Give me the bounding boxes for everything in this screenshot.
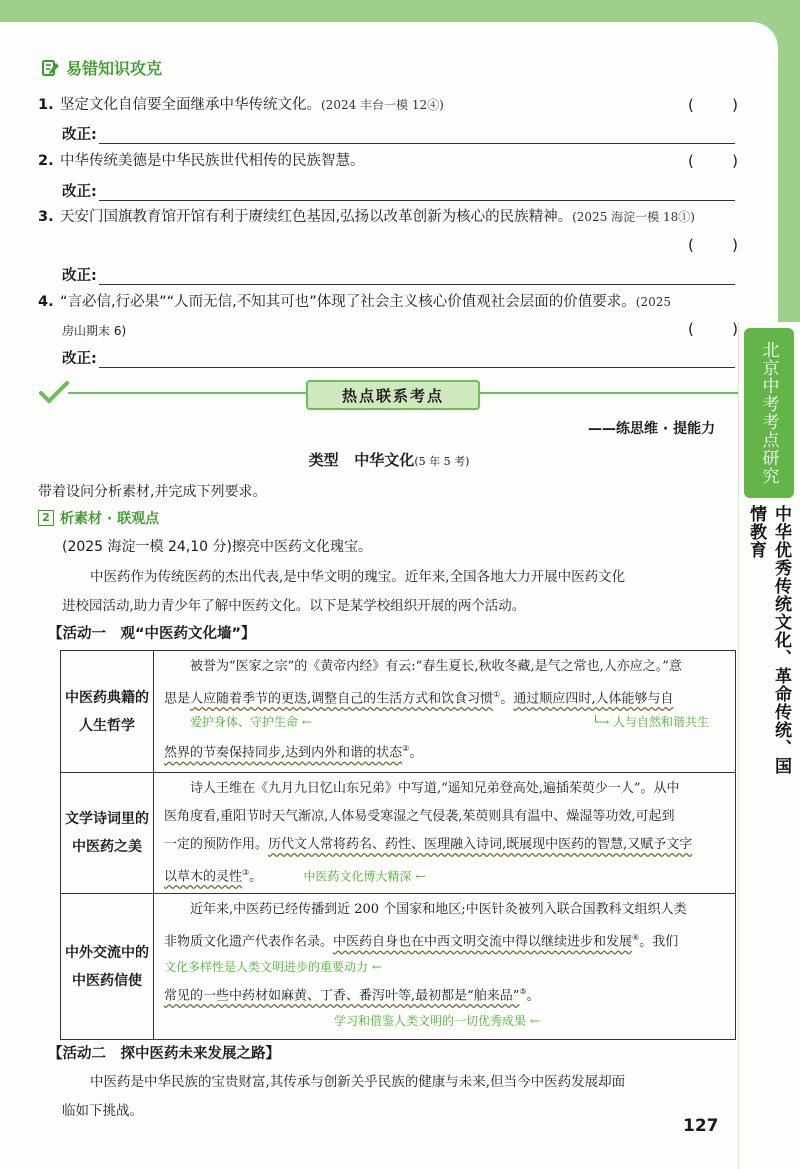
answer-parens[interactable]	[688, 96, 738, 114]
activity-1-title: 【活动一 观“中医药文化墙”】	[48, 626, 256, 642]
correction-row	[62, 123, 735, 144]
annotation-row	[164, 957, 729, 978]
correction-label: 改正:	[62, 351, 97, 367]
row-head: 中外交流中的中医药信使	[61, 894, 154, 1040]
underlined-text: 中医药自身也在中西文明交流中得以继续进步和发展	[333, 934, 633, 950]
table-row	[61, 773, 736, 894]
underlined-text: 然界的节奏保持同步,达到内外和谐的状态	[164, 745, 403, 761]
type-heading	[0, 449, 778, 470]
row-content	[154, 773, 736, 894]
page-number: 127	[683, 1116, 719, 1136]
underlined-text: 常见的一些中药材如麻黄、丁香、番泻叶等,最初都是“舶来品”	[164, 987, 520, 1003]
notebook-pencil-icon	[42, 59, 60, 77]
footnote-mark: ⑤	[519, 986, 527, 996]
activity-2-title: 【活动二 探中医药未来发展之路】	[48, 1046, 280, 1062]
question-4	[38, 292, 738, 312]
question-number: 1.	[38, 97, 54, 113]
type-name: 中华文化	[354, 451, 415, 469]
plain-text: 非物质文化遗产代表作名录。	[164, 934, 334, 950]
row-head: 文学诗词里的中医药之美	[61, 773, 154, 894]
annotation: 文化多样性是人类文明进步的重要动力 ←	[164, 959, 382, 974]
row-content	[154, 651, 736, 773]
underlined-text: 人应随着季节的更迭,调整自己的生活方式和饮食习惯	[190, 691, 494, 707]
hotspot-banner	[38, 380, 738, 406]
paren-close: )	[732, 152, 738, 170]
row-text: 医角度看,重阳节时天气渐凉,人体易受寒湿之气侵袭,茱萸则具有温中、燥湿等功效,可起到	[164, 809, 675, 824]
annotation-row	[164, 1010, 729, 1033]
subhead	[38, 508, 159, 528]
question-2	[38, 151, 365, 171]
underlined-text: 通过顺应四时,人体能够与自	[513, 691, 674, 707]
sidebar-tab-label: 北京中考考点研究	[758, 341, 779, 485]
row-content	[154, 894, 736, 1040]
underlined-text: 历代文人常将药名、药性、医理融入诗词,既展现中医药的智慧,又赋予文字	[268, 837, 693, 852]
question-number: 3.	[38, 209, 54, 225]
answer-parens[interactable]	[688, 236, 738, 254]
section-header	[42, 56, 162, 79]
question-source: (2025	[635, 295, 671, 309]
correction-row	[62, 264, 735, 285]
motto: ——练思维 · 提能力	[588, 421, 716, 437]
table-row	[61, 651, 736, 773]
type-note: (5 年 5 考)	[414, 455, 470, 468]
correction-line[interactable]	[99, 353, 735, 368]
row-text: 被誉为“医家之宗”的《黄帝内经》有云:“春生夏长,秋收冬藏,是气之常也,人亦应之。”意	[190, 659, 682, 674]
footnote-mark: ④	[632, 933, 640, 943]
paren-close: )	[732, 320, 738, 338]
annotation: 学习和借鉴人类文明的一切优秀成果 ←	[334, 1013, 540, 1028]
paren-open: (	[688, 320, 694, 338]
answer-parens[interactable]	[688, 152, 738, 170]
question-source: (2024 丰台一模 12④)	[321, 98, 444, 112]
correction-line[interactable]	[99, 186, 735, 201]
table-row	[61, 894, 736, 1040]
outro-line-1: 中医药是中华民族的宝贵财富,其传承与创新关乎民族的健康与未来,但当今中医药发展却面	[90, 1074, 626, 1090]
annotation: 中医药文化博大精深 ←	[303, 869, 426, 884]
question-1	[38, 95, 444, 115]
correction-row	[62, 180, 735, 201]
annotation-row	[164, 713, 729, 735]
type-label: 类型	[308, 451, 339, 469]
plain-text: 。	[526, 987, 540, 1003]
question-text: 坚定文化自信要全面继承中华传统文化。	[60, 97, 321, 113]
plain-text: 。	[249, 869, 263, 885]
paren-open: (	[688, 236, 694, 254]
row-text	[164, 978, 729, 1010]
correction-row	[62, 347, 735, 368]
check-icon	[38, 380, 70, 406]
correction-label: 改正:	[62, 184, 97, 200]
subhead-label: 析素材 · 联观点	[60, 511, 160, 527]
paren-open: (	[688, 96, 694, 114]
sidebar-chapter-label: 中华优秀传统文化、革命传统、国情教育	[746, 505, 791, 775]
question-text: 中华传统美德是中华民族世代相传的民族智慧。	[60, 153, 365, 169]
correction-label: 改正:	[62, 127, 97, 143]
annotation: └→ 人与自然和谐共生	[591, 715, 709, 730]
question-text: 天安门国旗教育馆开馆有利于赓续红色基因,弘扬以改革创新为核心的民族精神。	[60, 209, 573, 225]
paren-open: (	[688, 152, 694, 170]
correction-line[interactable]	[99, 270, 735, 285]
footnote-mark: ①	[493, 690, 501, 699]
row-text	[164, 831, 729, 859]
paren-close: )	[732, 96, 738, 114]
subhead-number: 2	[38, 510, 54, 526]
outro-line-2: 临如下挑战。	[62, 1103, 143, 1119]
row-text	[164, 681, 729, 713]
plain-text: 。	[409, 745, 423, 761]
paren-close: )	[732, 236, 738, 254]
question-number: 2.	[38, 153, 54, 169]
instruction: 带着设问分析素材,并完成下列要求。	[38, 484, 267, 500]
activity-table	[60, 650, 736, 1040]
row-text: 诗人王维在《九月九日忆山东兄弟》中写道,“遥知兄弟登高处,遍插茱萸少一人”。从中	[190, 781, 680, 796]
plain-text: 。	[500, 691, 514, 707]
correction-line[interactable]	[99, 129, 735, 144]
question-text: “言必信,行必果”“人而无信,不知其可也”体现了社会主义核心价值观社会层面的价值要求。	[60, 294, 636, 310]
question-number: 4.	[38, 294, 54, 310]
plain-text: 思是	[164, 691, 191, 707]
row-text	[164, 735, 729, 767]
section-title: 易错知识攻克	[66, 59, 163, 78]
plain-text: 一定的预防作用。	[164, 837, 269, 852]
underlined-text: 以草木的灵性	[164, 869, 243, 885]
footnote-mark: ③	[242, 868, 250, 877]
footnote-mark: ②	[402, 744, 410, 754]
sidebar-tab-chapter[interactable]	[744, 505, 794, 775]
question-3	[38, 207, 695, 227]
source-line: (2025 海淀一模 24,10 分)擦亮中医药文化瑰宝。	[62, 539, 372, 555]
row-text	[164, 859, 729, 891]
row-text	[164, 924, 729, 956]
answer-parens[interactable]	[688, 320, 738, 338]
correction-label: 改正:	[62, 268, 97, 284]
question-source-cont: 房山期末 6)	[62, 324, 127, 338]
plain-text: 。我们	[639, 934, 679, 950]
row-text: 近年来,中医药已经传播到近 200 个国家和地区;中医针灸被列入联合国教科文组织人类	[190, 902, 687, 918]
banner-title: 热点联系考点	[306, 380, 480, 410]
row-head: 中医药典籍的人生哲学	[61, 651, 154, 773]
sidebar-tab-beijing[interactable]	[744, 328, 794, 498]
annotation: 爱护身体、守护生命 ←	[190, 715, 312, 730]
intro-line-1: 中医药作为传统医药的杰出代表,是中华文明的瑰宝。近年来,全国各地大力开展中医药文化	[90, 569, 626, 585]
question-source: (2025 海淀一模 18①)	[572, 210, 695, 224]
intro-line-2: 进校园活动,助力青少年了解中医药文化。以下是某学校组织开展的两个活动。	[62, 598, 526, 614]
